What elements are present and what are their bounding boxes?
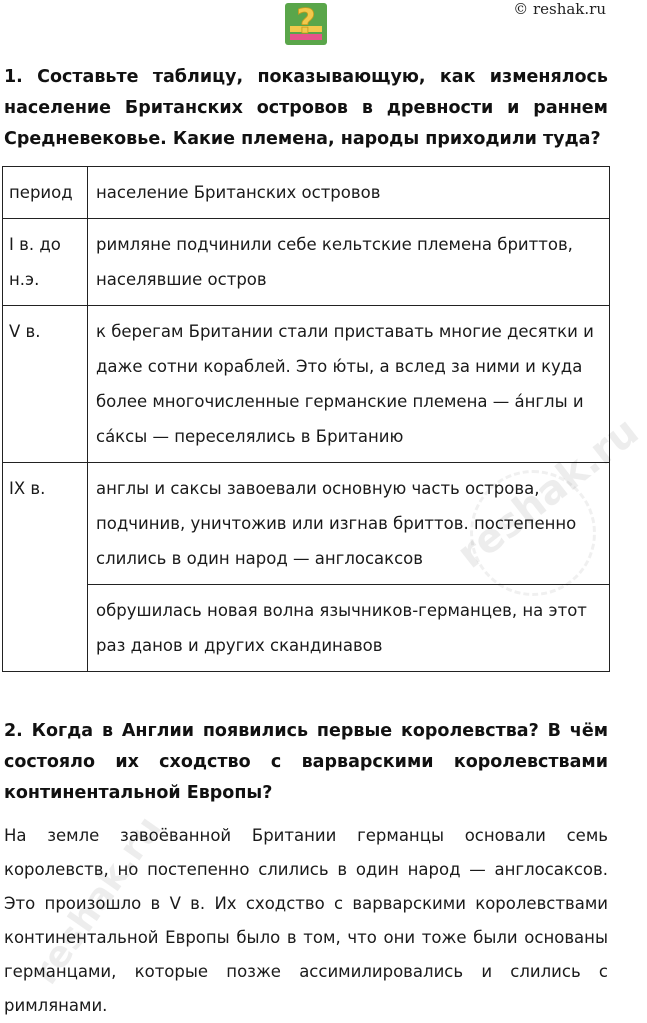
watermark-text: reshak.ru xyxy=(448,408,647,578)
watermark-stamp-icon xyxy=(470,470,596,596)
table-row xyxy=(3,219,610,306)
answer-2: На земле завоёванной Британии германцы основали семь королевств, но постепенно слились в один народ — англосаксов. Это произошло в V в. Их сходство с варварскими королевствами континентальной Европы было в том, что они тоже были основаны германцами, которые позже ассимилировались и слились с римлянами. xyxy=(4,826,608,1015)
population-table xyxy=(2,166,610,672)
header-population: население Британских островов xyxy=(88,167,610,219)
row-period: I в. до н.э. xyxy=(3,219,88,306)
row-period: V в. xyxy=(3,306,88,463)
row-population: обрушилась новая волна язычников-германцев, на этот раз данов и других скандинавов xyxy=(88,585,610,672)
row-population: римляне подчинили себе кельтские племена бриттов, населявшие остров xyxy=(88,219,610,306)
row-population: англы и саксы завоевали основную часть острова, подчинив, уничтожив или изгнав бриттов. постепенно слились в один народ — англосаксов xyxy=(88,463,610,585)
question-2: 2. Когда в Англии появились первые королевства? В чём состояло их сходство с варварскими королевствами континентальной Европы? xyxy=(4,721,608,803)
question-mark-logo-icon xyxy=(282,0,330,48)
row-population: к берегам Британии стали приставать многие десятки и даже сотни кораблей. Это ю́ты, а вслед за ними и куда более многочисленные германские племена — а́нглы и са́ксы — переселялись в Британию xyxy=(88,306,610,463)
header-period: период xyxy=(3,167,88,219)
watermark-text: reshak.ru xyxy=(24,809,170,992)
table-header-row xyxy=(3,167,610,219)
table-row xyxy=(3,306,610,463)
site-watermark: © reshak.ru xyxy=(513,0,606,18)
table-row xyxy=(3,585,610,672)
row-period: IX в. xyxy=(3,463,88,672)
question-1: 1. Составьте таблицу, показывающую, как изменялось население Британских островов в древности и раннем Средневековье. Какие племена, народы приходили туда? xyxy=(4,67,608,149)
svg-text:?: ? xyxy=(296,2,316,42)
